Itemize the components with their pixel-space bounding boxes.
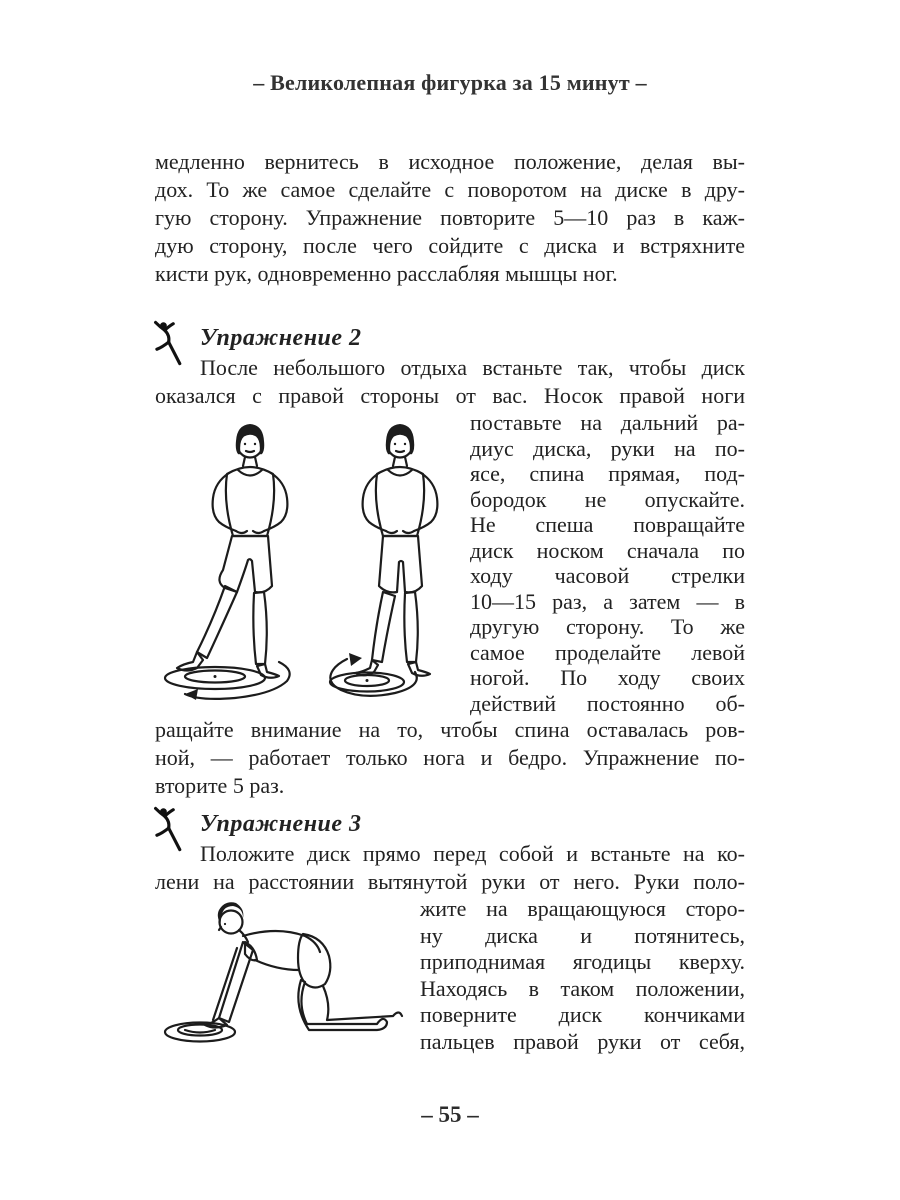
text-line: поставьте на дальний ра-: [470, 410, 745, 435]
exercise-3-intro: [155, 840, 745, 896]
exercise-2-figure-row: [155, 410, 745, 716]
text-line: После небольшого отдыха встаньте так, чтобы диск: [200, 355, 745, 380]
text-line: дох. То же самое сделайте с поворотом на диске в дру-: [155, 177, 745, 202]
exercise-2-title: Упражнение 2: [200, 325, 362, 351]
exercise-2-intro: [155, 354, 745, 410]
text-line: Не спеша повращайте: [470, 512, 745, 537]
text-line: гую сторону. Упражнение повторите 5—10 раз в каж-: [155, 205, 745, 230]
text-line: действий постоянно об-: [470, 690, 745, 716]
text-block: [155, 148, 745, 1055]
page-number: – 55 –: [421, 1102, 479, 1127]
text-line: другую сторону. То же: [470, 614, 745, 639]
text-line: вторите 5 раз.: [155, 773, 285, 798]
text-line: бородок не опускайте.: [470, 486, 745, 512]
text-line: Положите диск прямо перед собой и встаньте на ко-: [200, 841, 745, 866]
illustration-exercise-2: [155, 410, 470, 706]
text-line: ну диска и потянитесь,: [420, 922, 745, 948]
text-line: ходу часовой стрелки: [470, 563, 745, 588]
running-header: – Великолепная фигурка за 15 минут –: [253, 70, 647, 95]
gymnast-icon: [151, 806, 185, 854]
exercise-2-heading: [155, 322, 745, 354]
text-line: самое проделайте левой: [470, 639, 745, 665]
text-line: пальцев правой руки от себя,: [420, 1028, 745, 1054]
text-line: диск носком сначала по: [470, 537, 745, 563]
text-line: Находясь в таком положении,: [420, 975, 745, 1001]
text-line: ногой. По ходу своих: [470, 665, 745, 690]
exercise-2-column-text: [470, 410, 745, 716]
text-line: 10—15 раз, а затем — в: [470, 588, 745, 614]
text-line: оказался с правой стороны от вас. Носок правой ноги: [155, 383, 745, 408]
exercise-3-heading: [155, 808, 745, 840]
illustration-exercise-3: [155, 896, 420, 1054]
text-line: поверните диск кончиками: [420, 1002, 745, 1027]
intro-paragraph: [155, 148, 745, 288]
text-line: дую сторону, после чего сойдите с диска и встряхните: [155, 233, 745, 258]
gymnast-icon: [151, 320, 185, 368]
exercise-3-title: Упражнение 3: [200, 811, 362, 837]
exercise-3-figure-row: [155, 896, 745, 1055]
text-line: кисти рук, одновременно расслабляя мышцы ног.: [155, 261, 618, 286]
text-line: лени на расстоянии вытянутой руки от него. Руки поло-: [155, 869, 745, 894]
text-line: ной, — работает только нога и бедро. Упражнение по-: [155, 745, 745, 770]
text-line: жите на вращающуюся сторо-: [420, 896, 745, 921]
text-line: медленно вернитесь в исходное положение, делая вы-: [155, 149, 745, 174]
exercise-3-column-text: [420, 896, 745, 1055]
text-line: ращайте внимание на то, чтобы спина оставалась ров-: [155, 717, 745, 742]
exercise-2-closing: [155, 716, 745, 800]
text-line: ясе, спина прямая, под-: [470, 461, 745, 486]
text-line: диус диска, руки на по-: [470, 435, 745, 461]
text-line: приподнимая ягодицы кверху.: [420, 949, 745, 974]
